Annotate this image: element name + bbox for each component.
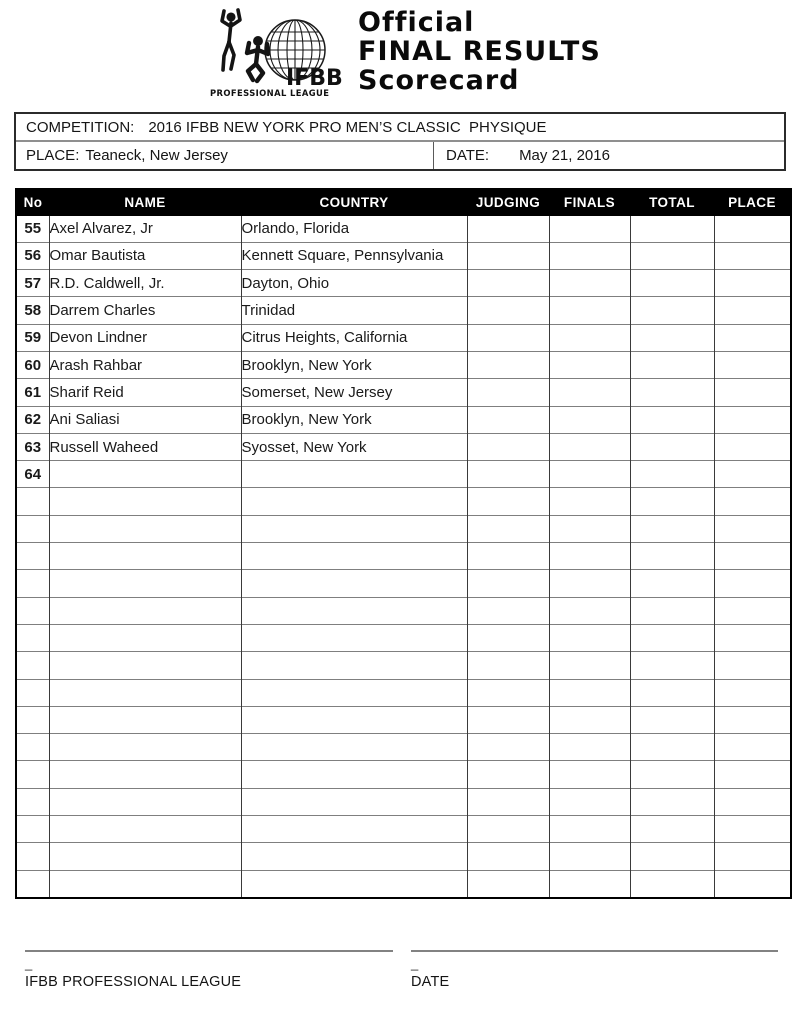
competition-row	[16, 114, 784, 142]
column-header-judging: JUDGING	[475, 194, 541, 210]
cell-no	[16, 515, 49, 542]
cell-name: Devon Lindner	[49, 324, 241, 351]
table-row	[16, 461, 791, 488]
cell-finals	[549, 515, 630, 542]
cell-judging	[467, 652, 549, 679]
cell-place	[714, 816, 791, 843]
cell-judging	[467, 379, 549, 406]
table-row	[16, 597, 791, 624]
competition-value: 2016 IFBB NEW YORK PRO MEN’S CLASSIC PHYSIQUE	[148, 118, 547, 136]
cell-country: Dayton, Ohio	[241, 270, 467, 297]
cell-place	[714, 624, 791, 651]
logo-org-text: IFBB	[286, 66, 343, 91]
cell-place	[714, 351, 791, 378]
cell-place	[714, 570, 791, 597]
table-row	[16, 270, 791, 297]
cell-country: Somerset, New Jersey	[241, 379, 467, 406]
ifbb-logo	[198, 6, 348, 98]
table-row	[16, 816, 791, 843]
cell-judging	[467, 816, 549, 843]
male-figure-icon	[247, 37, 268, 81]
cell-finals	[549, 351, 630, 378]
cell-country: Trinidad	[241, 297, 467, 324]
ifbb-logo-graphic	[198, 6, 348, 98]
cell-no	[16, 543, 49, 570]
table-row	[16, 624, 791, 651]
cell-no: 57	[16, 270, 49, 297]
cell-finals	[549, 570, 630, 597]
cell-total	[630, 706, 714, 733]
cell-judging	[467, 351, 549, 378]
date-label: DATE:	[446, 147, 490, 164]
cell-judging	[467, 570, 549, 597]
cell-country: Citrus Heights, California	[241, 324, 467, 351]
cell-total	[630, 543, 714, 570]
cell-no: 64	[16, 461, 49, 488]
table-row	[16, 488, 791, 515]
cell-place	[714, 242, 791, 269]
table-row	[16, 706, 791, 733]
cell-country	[241, 734, 467, 761]
cell-judging	[467, 461, 549, 488]
cell-finals	[549, 870, 630, 898]
cell-total	[630, 597, 714, 624]
column-header-country: COUNTRY	[319, 194, 389, 210]
cell-name	[49, 570, 241, 597]
cell-place	[714, 543, 791, 570]
cell-total	[630, 351, 714, 378]
cell-judging	[467, 843, 549, 870]
cell-judging	[467, 870, 549, 898]
cell-name: Russell Waheed	[49, 433, 241, 460]
cell-judging	[467, 761, 549, 788]
cell-country	[241, 761, 467, 788]
cell-name	[49, 734, 241, 761]
cell-total	[630, 270, 714, 297]
cell-total	[630, 652, 714, 679]
cell-no	[16, 597, 49, 624]
cell-place	[714, 515, 791, 542]
cell-judging	[467, 270, 549, 297]
cell-finals	[549, 215, 630, 242]
cell-place	[714, 488, 791, 515]
cell-finals	[549, 734, 630, 761]
cell-finals	[549, 433, 630, 460]
cell-finals	[549, 242, 630, 269]
cell-total	[630, 570, 714, 597]
cell-name: Arash Rahbar	[49, 351, 241, 378]
cell-country: Brooklyn, New York	[241, 351, 467, 378]
cell-name	[49, 515, 241, 542]
cell-finals	[549, 406, 630, 433]
cell-finals	[549, 624, 630, 651]
cell-name: Sharif Reid	[49, 379, 241, 406]
cell-place	[714, 734, 791, 761]
cell-name: Darrem Charles	[49, 297, 241, 324]
column-header-place: PLACE	[728, 194, 776, 210]
column-header-name: NAME	[124, 194, 166, 210]
cell-judging	[467, 297, 549, 324]
cell-total	[630, 215, 714, 242]
cell-judging	[467, 788, 549, 815]
cell-finals	[549, 843, 630, 870]
table-row	[16, 761, 791, 788]
cell-judging	[467, 734, 549, 761]
cell-no: 56	[16, 242, 49, 269]
cell-total	[630, 242, 714, 269]
table-row	[16, 379, 791, 406]
cell-finals	[549, 270, 630, 297]
cell-judging	[467, 215, 549, 242]
cell-name	[49, 679, 241, 706]
cell-no	[16, 788, 49, 815]
cell-country: Kennett Square, Pennsylvania	[241, 242, 467, 269]
cell-total	[630, 761, 714, 788]
cell-country	[241, 706, 467, 733]
cell-judging	[467, 679, 549, 706]
cell-place	[714, 406, 791, 433]
cell-total	[630, 870, 714, 898]
column-header-finals: FINALS	[563, 194, 616, 210]
competition-info-box	[14, 112, 786, 171]
cell-country	[241, 515, 467, 542]
cell-finals	[549, 652, 630, 679]
title-line-3: Scorecard	[358, 65, 520, 96]
cell-total	[630, 433, 714, 460]
cell-country	[241, 597, 467, 624]
cell-place	[714, 706, 791, 733]
results-table-head	[16, 189, 791, 215]
cell-no: 63	[16, 433, 49, 460]
cell-name	[49, 761, 241, 788]
table-row	[16, 242, 791, 269]
competition-label: COMPETITION:	[26, 118, 135, 136]
cell-name	[49, 543, 241, 570]
table-row	[16, 406, 791, 433]
table-row	[16, 870, 791, 898]
cell-place	[714, 215, 791, 242]
place-label: PLACE:	[26, 147, 80, 164]
cell-name: Omar Bautista	[49, 242, 241, 269]
cell-total	[630, 379, 714, 406]
cell-judging	[467, 324, 549, 351]
cell-total	[630, 816, 714, 843]
cell-total	[630, 461, 714, 488]
cell-no: 59	[16, 324, 49, 351]
cell-country	[241, 488, 467, 515]
cell-country: Syosset, New York	[241, 433, 467, 460]
table-row	[16, 570, 791, 597]
cell-place	[714, 461, 791, 488]
column-header-no: No	[23, 194, 43, 210]
cell-finals	[549, 597, 630, 624]
cell-country: Brooklyn, New York	[241, 406, 467, 433]
cell-place	[714, 324, 791, 351]
signature-label-date: DATE	[411, 974, 450, 990]
table-row	[16, 433, 791, 460]
cell-place	[714, 788, 791, 815]
cell-judging	[467, 597, 549, 624]
date-cell	[434, 142, 784, 169]
cell-no	[16, 570, 49, 597]
cell-no	[16, 843, 49, 870]
cell-country	[241, 461, 467, 488]
cell-name	[49, 816, 241, 843]
cell-total	[630, 406, 714, 433]
cell-no: 60	[16, 351, 49, 378]
cell-no: 61	[16, 379, 49, 406]
cell-total	[630, 324, 714, 351]
cell-no	[16, 761, 49, 788]
cell-no	[16, 706, 49, 733]
cell-name	[49, 870, 241, 898]
cell-judging	[467, 242, 549, 269]
cell-no: 58	[16, 297, 49, 324]
cell-country	[241, 816, 467, 843]
table-row	[16, 843, 791, 870]
table-row	[16, 788, 791, 815]
cell-name	[49, 461, 241, 488]
cell-finals	[549, 379, 630, 406]
column-header-total: TOTAL	[649, 194, 695, 210]
cell-name: R.D. Caldwell, Jr.	[49, 270, 241, 297]
cell-finals	[549, 324, 630, 351]
cell-finals	[549, 706, 630, 733]
place-value: Teaneck, New Jersey	[85, 147, 228, 164]
cell-judging	[467, 433, 549, 460]
signature-label-league: IFBB PROFESSIONAL LEAGUE	[25, 974, 242, 990]
cell-no	[16, 488, 49, 515]
table-row	[16, 324, 791, 351]
cell-total	[630, 515, 714, 542]
signature-line-league	[25, 950, 393, 952]
cell-place	[714, 843, 791, 870]
cell-place	[714, 379, 791, 406]
title-line-1: Official	[358, 7, 475, 38]
cell-name	[49, 624, 241, 651]
cell-judging	[467, 624, 549, 651]
cell-total	[630, 843, 714, 870]
cell-name	[49, 706, 241, 733]
results-table	[15, 188, 792, 899]
document-title	[358, 8, 601, 95]
female-figure-icon	[222, 10, 240, 70]
table-row	[16, 297, 791, 324]
cell-finals	[549, 788, 630, 815]
cell-country	[241, 788, 467, 815]
cell-place	[714, 652, 791, 679]
cell-finals	[549, 761, 630, 788]
cell-finals	[549, 488, 630, 515]
cell-finals	[549, 297, 630, 324]
cell-country	[241, 870, 467, 898]
cell-finals	[549, 816, 630, 843]
cell-country: Orlando, Florida	[241, 215, 467, 242]
signature-line-date	[411, 950, 778, 952]
results-table-header-row	[16, 189, 791, 215]
cell-no	[16, 624, 49, 651]
cell-judging	[467, 706, 549, 733]
table-row	[16, 515, 791, 542]
cell-no	[16, 679, 49, 706]
cell-judging	[467, 543, 549, 570]
cell-country	[241, 652, 467, 679]
cell-judging	[467, 515, 549, 542]
cell-judging	[467, 406, 549, 433]
results-table-body	[16, 215, 791, 898]
cell-place	[714, 597, 791, 624]
cell-total	[630, 734, 714, 761]
cell-total	[630, 488, 714, 515]
cell-no	[16, 734, 49, 761]
cell-total	[630, 679, 714, 706]
title-line-2: FINAL RESULTS	[358, 36, 601, 67]
cell-total	[630, 788, 714, 815]
table-row	[16, 351, 791, 378]
cell-place	[714, 679, 791, 706]
cell-no: 55	[16, 215, 49, 242]
cell-country	[241, 843, 467, 870]
cell-place	[714, 870, 791, 898]
cell-name: Axel Alvarez, Jr	[49, 215, 241, 242]
cell-place	[714, 270, 791, 297]
cell-place	[714, 433, 791, 460]
cell-country	[241, 679, 467, 706]
table-row	[16, 543, 791, 570]
logo-org-sub-text: PROFESSIONAL LEAGUE	[210, 88, 330, 98]
cell-country	[241, 570, 467, 597]
cell-finals	[549, 679, 630, 706]
cell-total	[630, 624, 714, 651]
cell-no: 62	[16, 406, 49, 433]
cell-name	[49, 488, 241, 515]
cell-finals	[549, 461, 630, 488]
signature-mark-left: _	[25, 956, 33, 971]
cell-finals	[549, 543, 630, 570]
table-row	[16, 734, 791, 761]
cell-place	[714, 761, 791, 788]
place-date-row	[16, 142, 784, 169]
cell-name: Ani Saliasi	[49, 406, 241, 433]
cell-name	[49, 843, 241, 870]
table-row	[16, 652, 791, 679]
table-row	[16, 679, 791, 706]
place-cell	[16, 142, 434, 169]
cell-place	[714, 297, 791, 324]
table-row	[16, 215, 791, 242]
signature-mark-right: _	[411, 956, 419, 971]
cell-no	[16, 870, 49, 898]
cell-judging	[467, 488, 549, 515]
cell-country	[241, 543, 467, 570]
cell-country	[241, 624, 467, 651]
cell-name	[49, 788, 241, 815]
date-value: May 21, 2016	[519, 147, 610, 164]
cell-name	[49, 652, 241, 679]
cell-no	[16, 816, 49, 843]
cell-total	[630, 297, 714, 324]
cell-name	[49, 597, 241, 624]
cell-no	[16, 652, 49, 679]
